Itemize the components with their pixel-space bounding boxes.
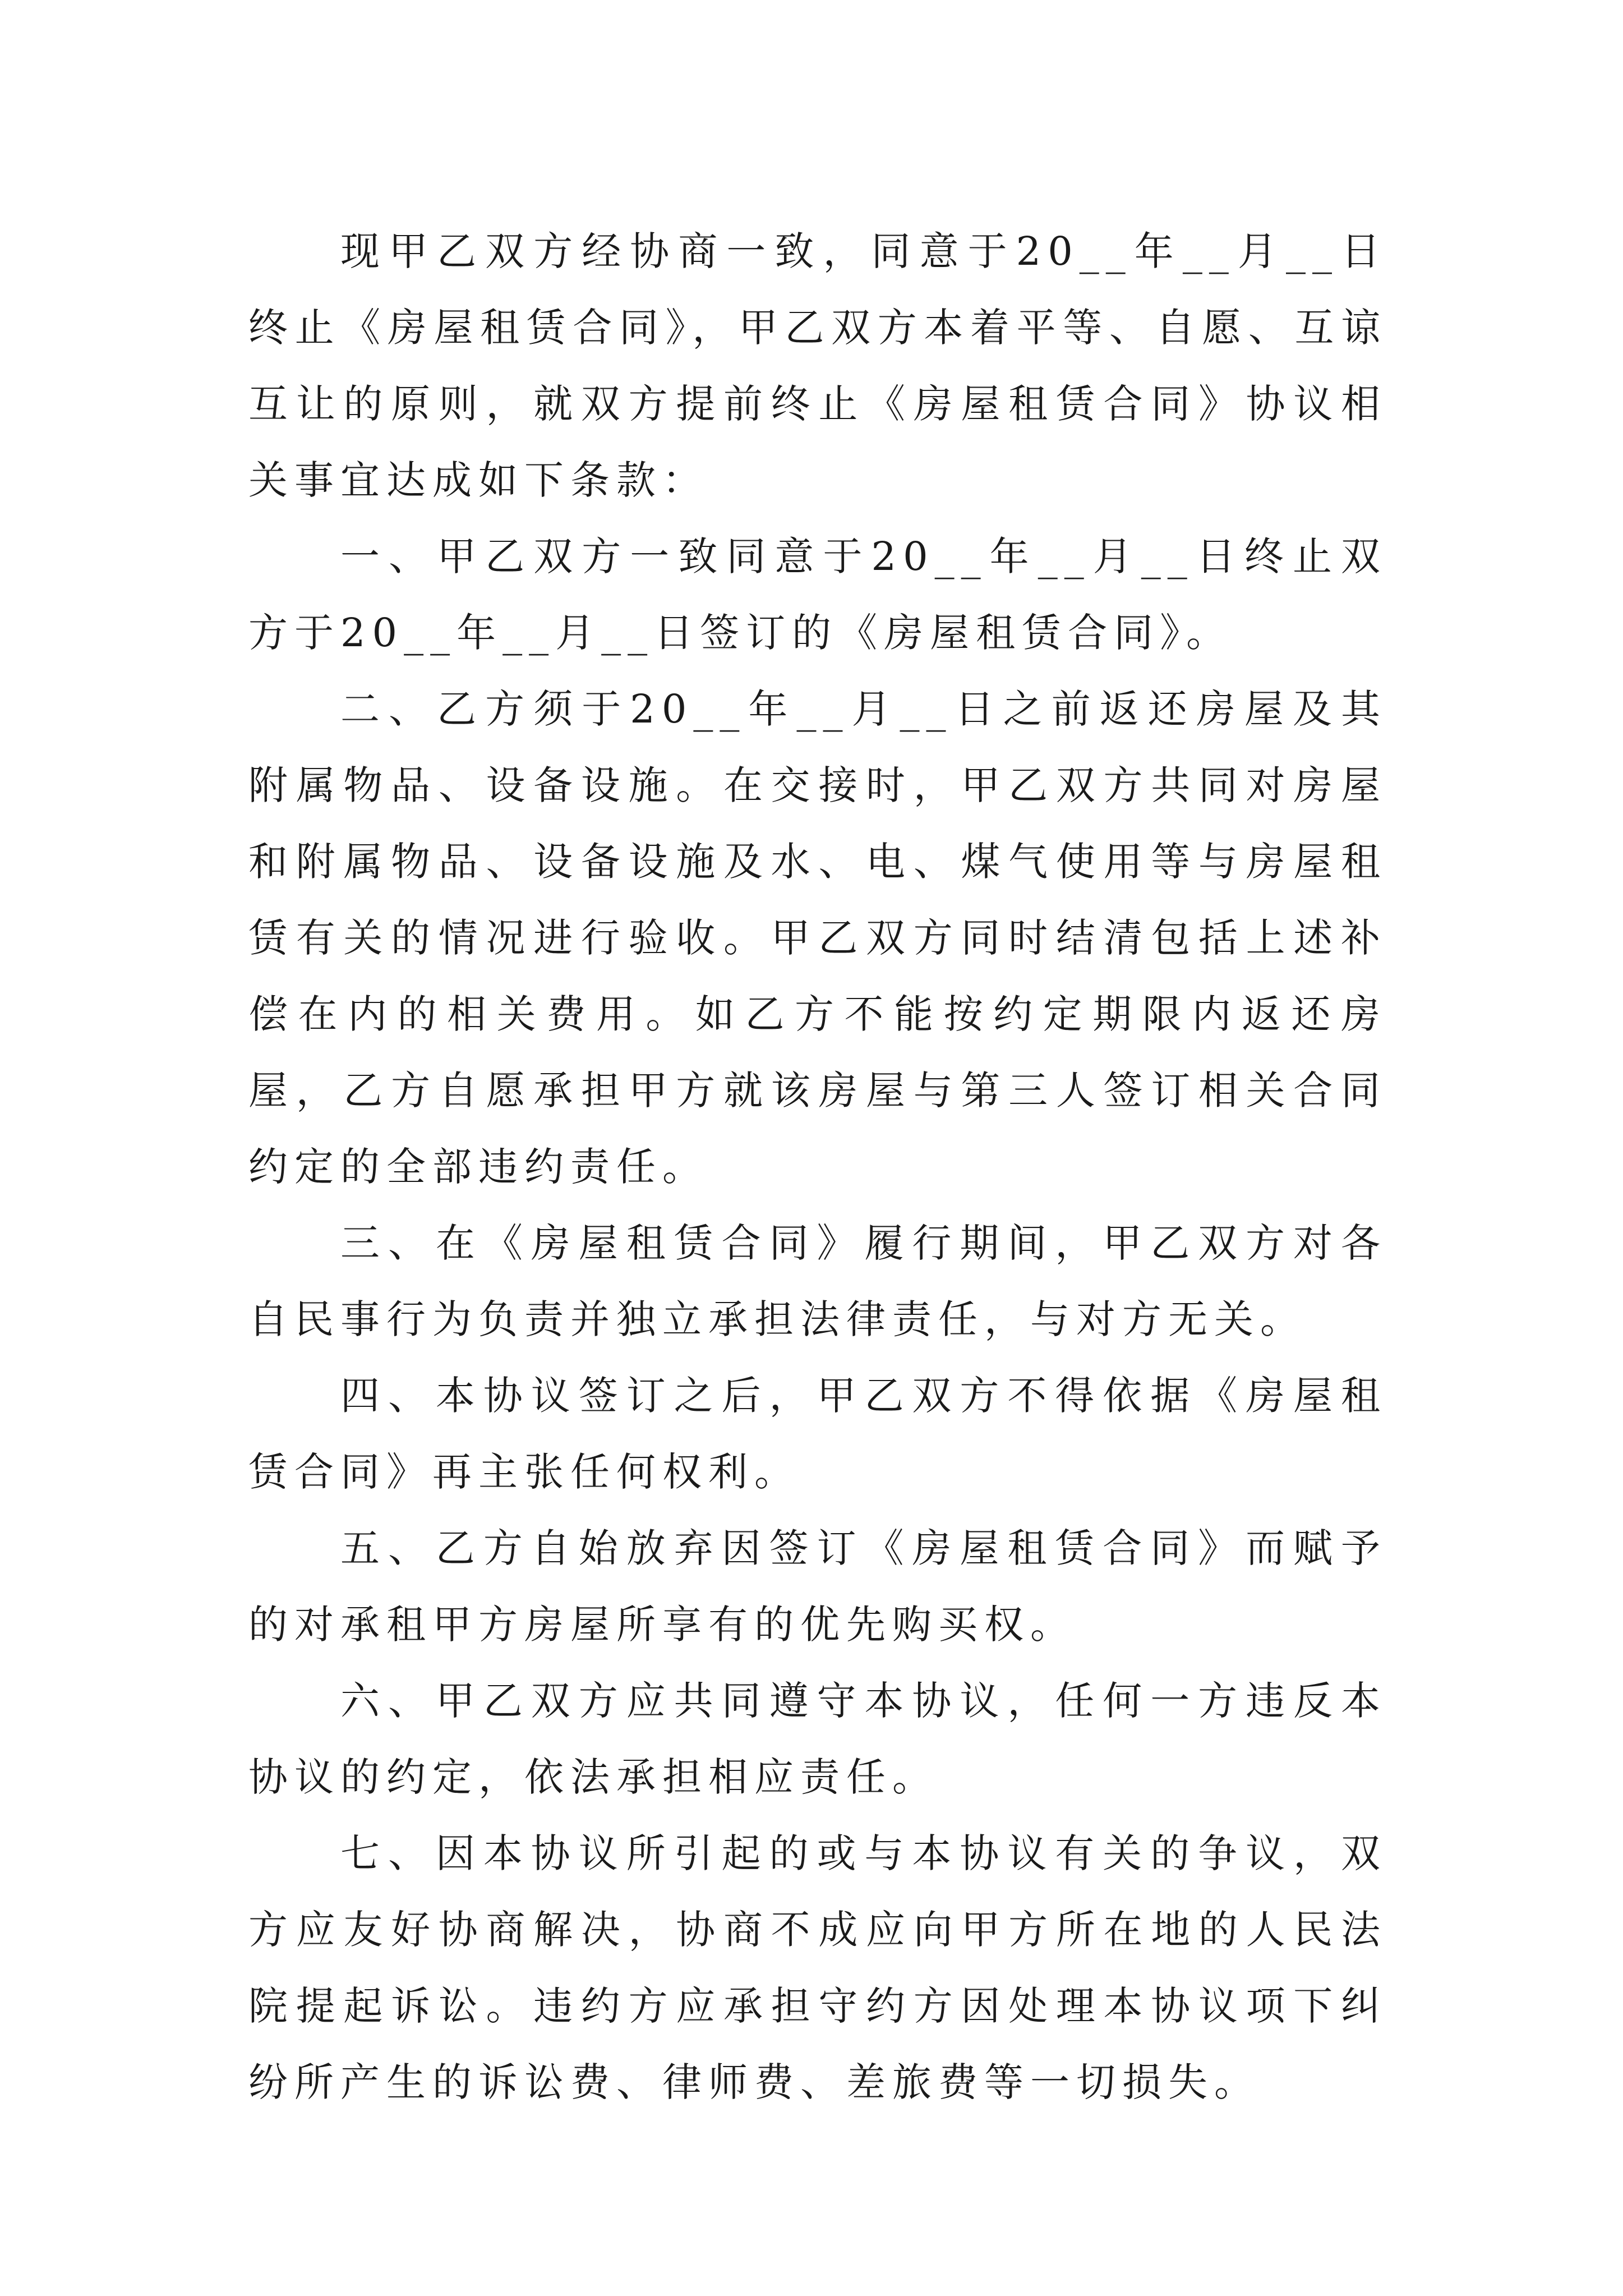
paragraph-clause-7: 七、因本协议所引起的或与本协议有关的争议，双方应友好协商解决，协商不成应向甲方所在地的人民法院提起诉讼。违约方应承担守约方因处理本协议项下纠纷所产生的诉讼费、律师费、差旅费等一切损失。 [248, 1830, 1387, 2105]
paragraph-clause-5: 五、乙方自始放弃因签订《房屋租赁合同》而赋予的对承租甲方房屋所享有的优先购买权。 [248, 1525, 1387, 1648]
paragraph-clause-6: 六、甲乙双方应共同遵守本协议，任何一方违反本协议的约定，依法承担相应责任。 [248, 1678, 1387, 1800]
paragraph-intro: 现甲乙双方经协商一致，同意于20__年__月__日终止《房屋租赁合同》，甲乙双方本着平等、自愿、互谅互让的原则，就双方提前终止《房屋租赁合同》协议相关事宜达成如下条款： [248, 228, 1387, 503]
paragraph-clause-2: 二、乙方须于20__年__月__日之前返还房屋及其附属物品、设备设施。在交接时，甲乙双方共同对房屋和附属物品、设备设施及水、电、煤气使用等与房屋租赁有关的情况进行验收。甲乙双方同时结清包括上述补偿在内的相关费用。如乙方不能按约定期限内返还房屋，乙方自愿承担甲方就该房屋与第三人签订相关合同约定的全部违约责任。 [248, 686, 1387, 1190]
document-body [248, 213, 1387, 2120]
paragraph-clause-4: 四、本协议签订之后，甲乙双方不得依据《房屋租赁合同》再主张任何权利。 [248, 1373, 1387, 1495]
paragraph-clause-3: 三、在《房屋租赁合同》履行期间，甲乙双方对各自民事行为负责并独立承担法律责任，与对方无关。 [248, 1220, 1387, 1342]
paragraph-clause-1: 一、甲乙双方一致同意于20__年__月__日终止双方于20__年__月__日签订的《房屋租赁合同》。 [248, 533, 1387, 656]
